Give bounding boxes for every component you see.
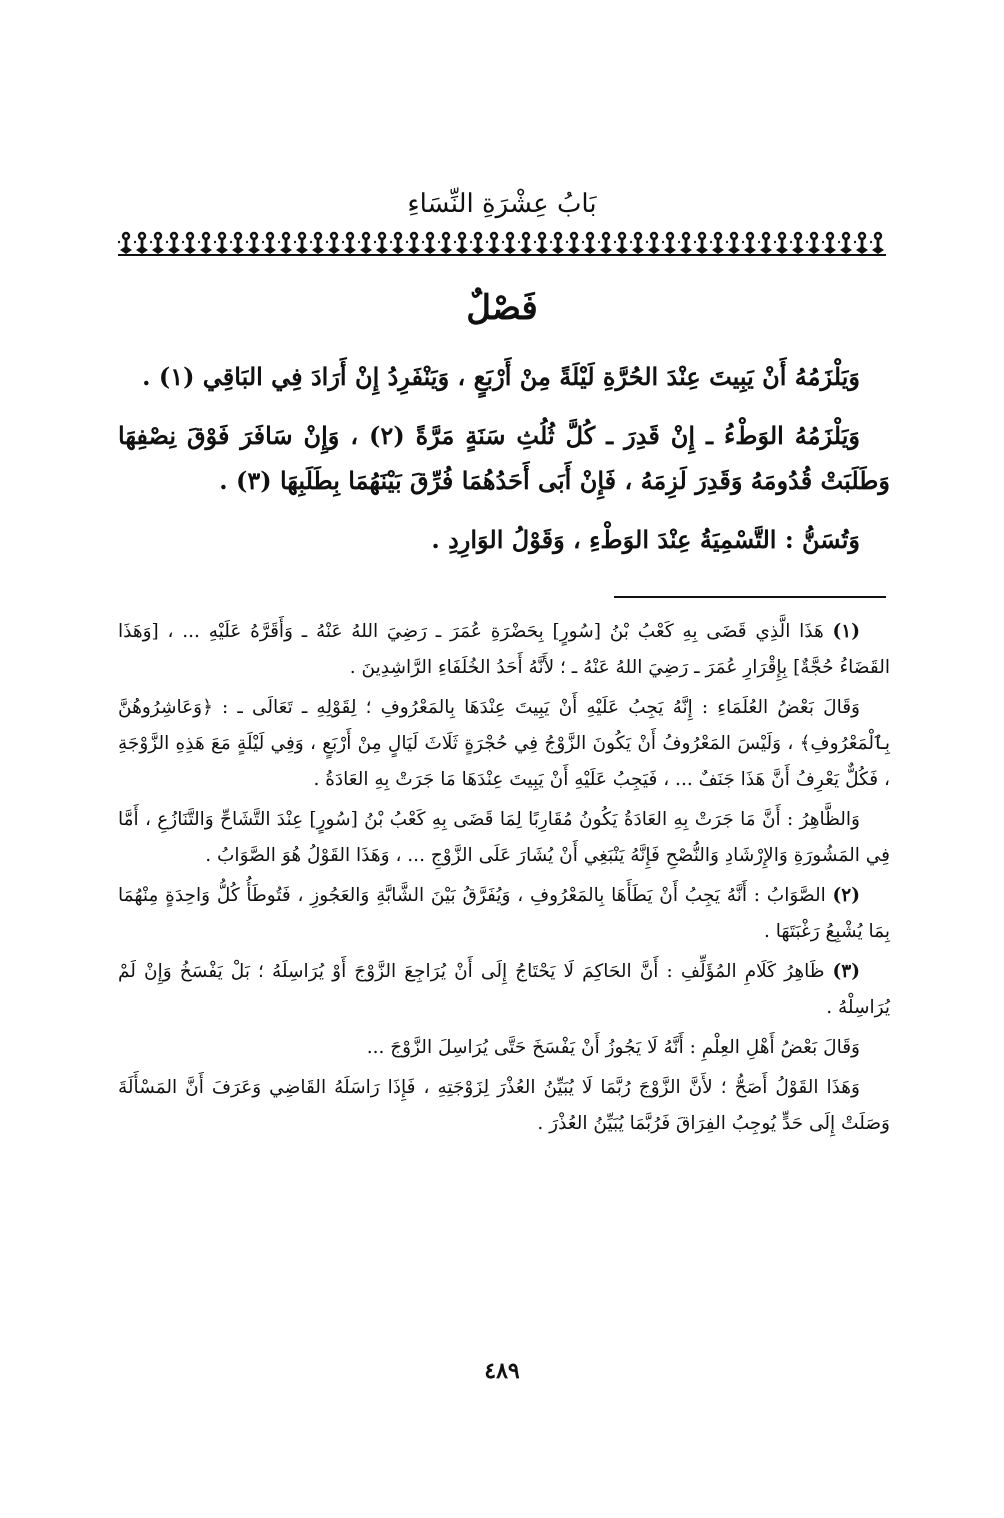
ornamental-border [118,228,886,256]
footnote-number: (٣) [832,961,860,982]
section-title: فَصْلٌ [466,288,538,328]
footnote-text: ظَاهِرُ كَلَامِ المُؤَلِّفِ : أَنَّ الحَاكِمَ لَا يَحْتَاجُ إِلَى أَنْ يُرَاجِعَ الزَّوْجَ أَوْ يُرَاسِلَهُ ؛ بَلْ يَفْسَخُ وَإِنْ لَمْ يُرَاسِلْهُ . [118,961,890,1018]
footnote [118,614,890,686]
footnote-number: (٢) [832,885,860,906]
running-header: بَابُ عِشْرَةِ النِّسَاءِ [407,189,597,219]
footnote [118,690,890,798]
body-paragraph: وَتُسَنُّ : التَّسْمِيَةُ عِنْدَ الوَطْءِ ، وَقَوْلُ الوَارِدِ . [431,525,860,554]
footnote-text: وَقَالَ بَعْضُ أَهْلِ العِلْمِ : أَنَّهُ لَا يَجُوزُ أَنْ يَفْسَخَ حَتَّى يُرَاسِلَ الزَّوْجَ ... [366,1037,860,1058]
footnote [118,1030,890,1066]
footnote [118,1070,890,1142]
footnotes [118,614,890,1146]
body-paragraph: وَيَلْزَمُهُ أَنْ يَبِيتَ عِنْدَ الحُرَّةِ لَيْلَةً مِنْ أَرْبَعٍ ، وَيَنْفَرِدُ إِنْ أَرَادَ فِي البَاقِي (١) . [142,362,860,391]
footnote-text: وَالظَّاهِرُ : أَنَّ مَا جَرَتْ بِهِ العَادَةُ يَكُونُ مُقَارِبًا لِمَا قَضَى بِهِ كَعْبُ بْنُ [سُورٍ] عِنْدَ التَّشَاحِّ وَالتَّنَازُعِ ، أَمَّا فِي المَشُورَةِ وَالإِرْشَادِ وَالنُّصْحِ فَإِنَّهُ يَنْبَغِي أَنْ يُشَارَ عَلَى الزَّوْجِ ... ، وَهَذَا القَوْلُ هُوَ الصَّوَابُ . [118,809,890,866]
footnote-separator [614,596,886,598]
body-paragraph: وَيَلْزَمُهُ الوَطْءُ ـ إِنْ قَدِرَ ـ كُلَّ ثُلُثِ سَنَةٍ مَرَّةً (٢) ، وَإِنْ سَافَرَ فَوْقَ نِصْفِهَا وَطَلَبَتْ قُدُومَهُ وَقَدِرَ لَزِمَهُ ، فَإِنْ أَبَى أَحَدُهُمَا فُرِّقَ بَيْنَهُمَا بِطَلَبِهَا (٣) . [118,421,890,495]
footnote [118,802,890,874]
footnote-text: وَهَذَا القَوْلُ أَصَحُّ ؛ لأَنَّ الزَّوْجَ رُبَّمَا لَا يُبَيِّنُ العُذْرَ لِزَوْجَتِهِ ، فَإِذَا رَاسَلَهُ القَاضِي وَعَرَفَ أَنَّ المَسْأَلَةَ وَصَلَتْ إِلَى حَدٍّ يُوجِبُ الفِرَاقَ فَرُبَّمَا يُبَيِّنُ العُذْرَ . [118,1077,890,1134]
page-number: ٤٨٩ [484,1358,520,1384]
footnote-text: هَذَا الَّذِي قَضَى بِهِ كَعْبُ بْنُ [سُورٍ] بِحَضْرَةِ عُمَرَ ـ رَضِيَ اللهُ عَنْهُ ـ وَأَقَرَّهُ عَلَيْهِ ... ، [وَهَذَا القَضَاءُ حُجَّةٌ] بِإِقْرَارِ عُمَرَ ـ رَضِيَ اللهُ عَنْهُ ـ ؛ لأَنَّهُ أَحَدُ الخُلَفَاءِ الرَّاشِدِينَ . [118,621,890,678]
main-text [118,354,890,576]
footnote-text: وَقَالَ بَعْضُ العُلَمَاءِ : إِنَّهُ يَجِبُ عَلَيْهِ أَنْ يَبِيتَ عِنْدَهَا بِالمَعْرُوفِ ؛ لِقَوْلِهِ ـ تَعَالَى ـ : ﴿وَعَاشِرُوهُنَّ بِٱلْمَعْرُوفِ﴾ ، وَلَيْسَ المَعْرُوفُ أَنْ يَكُونَ الزَّوْجُ فِي حُجْرَةٍ ثَلَاثَ لَيَالٍ مِنْ أَرْبَعٍ ، وَفِي لَيْلَةٍ مَعَ هَذِهِ الزَّوْجَةِ ، فَكُلٌّ يَعْرِفُ أَنَّ هَذَا جَنَفٌ ... ، فَيَجِبُ عَلَيْهِ أَنْ يَبِيتَ عِنْدَهَا مَا جَرَتْ بِهِ العَادَةُ . [118,697,890,790]
footnote-number: (١) [832,621,860,642]
footnote [118,954,890,1026]
footnote [118,878,890,950]
footnote-text: الصَّوَابُ : أَنَّهُ يَجِبُ أَنْ يَطَأَهَا بِالمَعْرُوفِ ، وَيُفَرَّقُ بَيْنَ الشَّابَّةِ وَالعَجُوزِ ، فَتُوطَأُ كُلُّ وَاحِدَةٍ مِنْهُمَا بِمَا يُشْبِعُ رَغْبَتَهَا . [118,885,890,942]
